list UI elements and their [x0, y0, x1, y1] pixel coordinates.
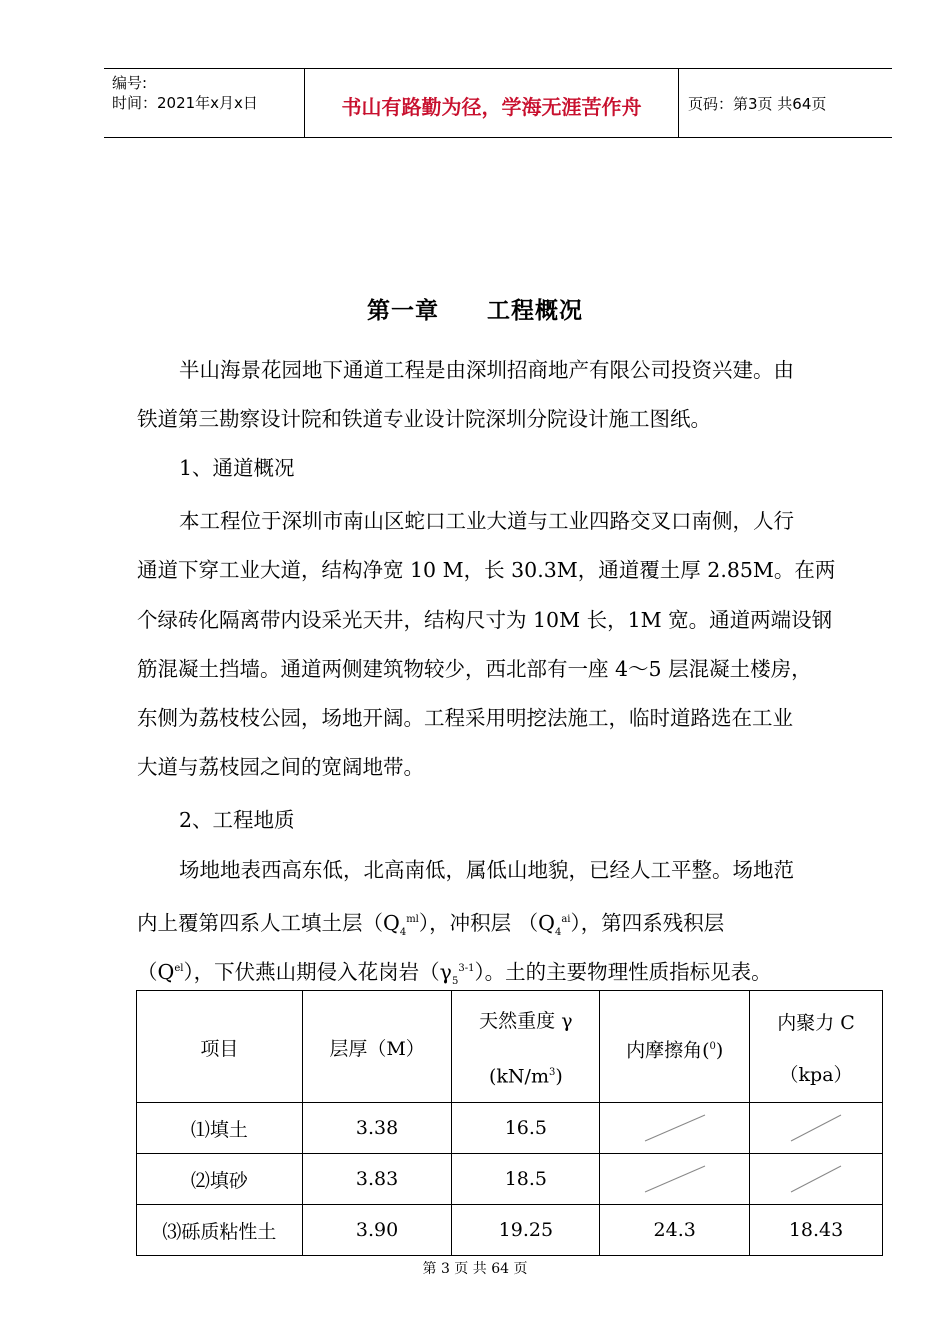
page-footer: 第 3 页 共 64 页 [422, 1261, 528, 1277]
table-cell: ⑶砾质粘性土 [137, 1205, 303, 1256]
section-heading: 1、通道概况 [179, 456, 295, 480]
table-header-cell: 内聚力 C （kpa） [750, 991, 883, 1103]
soil-properties-table [136, 990, 883, 1256]
document-id-label: 编号: [112, 74, 148, 92]
table-cell: 18.5 [452, 1154, 600, 1205]
chapter-number: 第一章 [367, 298, 439, 324]
page-header [104, 68, 892, 138]
paragraph-line: $(Q^{el})$，下伏燕山期侵入花岗岩$(\gamma_5^{3-1})$。土的主要物理性质指标见表。 [137, 959, 772, 987]
paragraph-line: 大道与荔枝园之间的宽阔地带。 [137, 755, 424, 779]
paragraph-line: 筋混凝土挡墙。通道两侧建筑物较少，西北部有一座 4～5 层混凝土楼房， [137, 657, 812, 681]
chapter-title [0, 292, 950, 325]
table-cell: 24.3 [600, 1205, 750, 1256]
paragraph-line: 内上覆第四系人工填土层$(Q_4^{ml})$，冲积层 $(Q_4^{ai})$，第四系残积层 [137, 910, 725, 938]
table-cell: 3.83 [302, 1154, 452, 1205]
document-time-label: 时间：2021年x月x日 [112, 94, 258, 112]
paragraph-line: 铁道第三勘察设计院和铁道专业设计院深圳分院设计施工图纸。 [137, 407, 711, 431]
table-row [137, 1205, 883, 1256]
diagonal-slash-icon [789, 1113, 843, 1143]
table-cell: 3.90 [302, 1205, 452, 1256]
table-cell-empty [600, 1154, 750, 1205]
table-cell: 16.5 [452, 1103, 600, 1154]
paragraph-line: 东侧为荔枝枝公园，场地开阔。工程采用明挖法施工，临时道路选在工业 [137, 706, 793, 730]
diagonal-slash-icon [643, 1113, 707, 1143]
diagonal-slash-icon [789, 1164, 843, 1194]
paragraph-line: 半山海景花园地下通道工程是由深圳招商地产有限公司投资兴建。由 [179, 358, 794, 382]
table-cell: 18.43 [750, 1205, 883, 1256]
header-page-number: 页码：第3页 共64页 [688, 95, 827, 113]
table-cell: ⑴填土 [137, 1103, 303, 1154]
section-heading: 2、工程地质 [179, 808, 295, 832]
header-meta [112, 73, 258, 113]
table-row [137, 1103, 883, 1154]
table-row [137, 1154, 883, 1205]
table-cell: 3.38 [302, 1103, 452, 1154]
table-header-cell: 项目 [137, 991, 303, 1103]
table-cell: ⑵填砂 [137, 1154, 303, 1205]
table-header-row [137, 991, 883, 1103]
header-divider [678, 69, 679, 137]
paragraph-line: 个绿砖化隔离带内设采光天井，结构尺寸为 10M 长，1M 宽。通道两端设钢 [137, 608, 833, 632]
header-motto: 书山有路勤为径，学海无涯苦作舟 [341, 95, 642, 119]
paragraph-line: 本工程位于深圳市南山区蛇口工业大道与工业四路交叉口南侧，人行 [179, 509, 794, 533]
table-cell-empty [600, 1103, 750, 1154]
table-cell-empty [750, 1103, 883, 1154]
table-cell: 19.25 [452, 1205, 600, 1256]
table-cell-empty [750, 1154, 883, 1205]
chapter-name: 工程概况 [487, 298, 583, 324]
table-header-cell: 天然重度 γ $(kN/m^3)$ [452, 991, 600, 1103]
table-header-cell: 内摩擦角($^0$) [600, 991, 750, 1103]
table-header-cell: 层厚（M） [302, 991, 452, 1103]
paragraph-line: 场地地表西高东低，北高南低，属低山地貌，已经人工平整。场地范 [179, 858, 794, 882]
diagonal-slash-icon [643, 1164, 707, 1194]
paragraph-line: 通道下穿工业大道，结构净宽 10 M，长 30.3M，通道覆土厚 2.85M。在两 [137, 558, 836, 582]
